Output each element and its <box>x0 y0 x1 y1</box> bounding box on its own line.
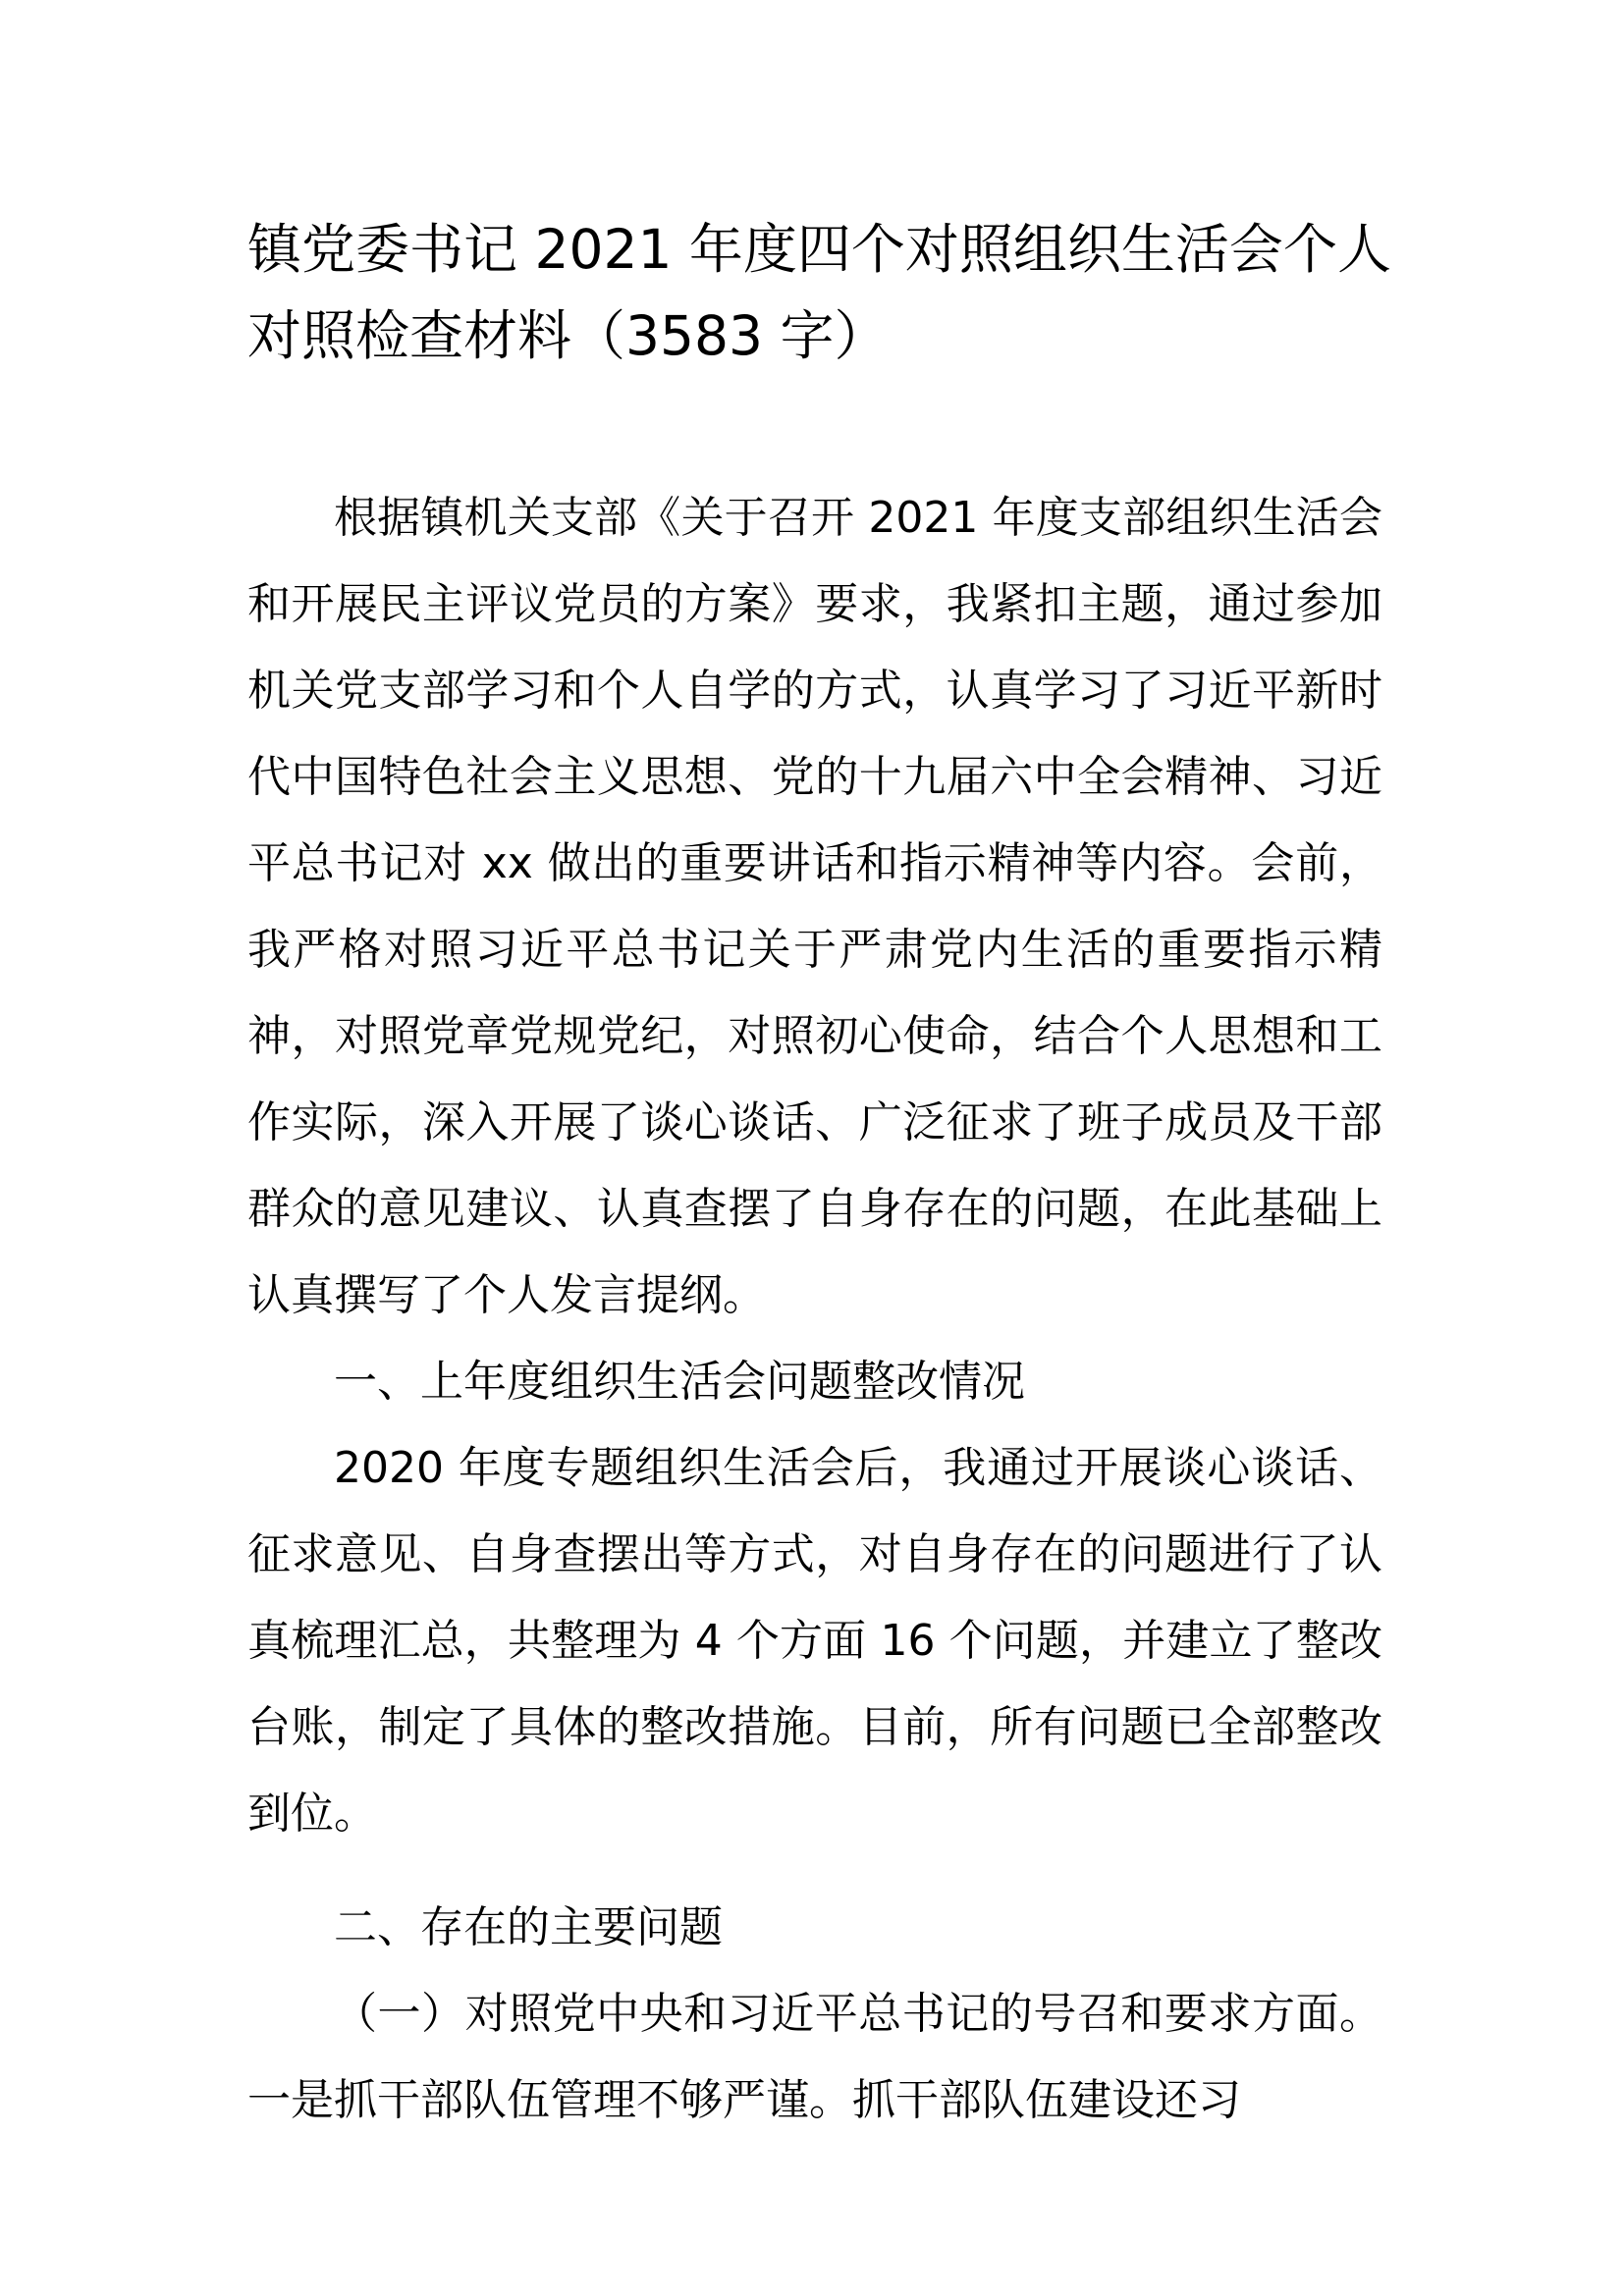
intro-paragraph: 根据镇机关支部《关于召开 2021 年度支部组织生活会和开展民主评议党员的方案》要求，我紧扣主题，通过参加机关党支部学习和个人自学的方式，认真学习了习近平新时代中国特色社会主义思想、党的十九届六中全会精神、习近平总书记对 xx 做出的重要讲话和指示精神等内容。会前，我严格对照习近平总书记关于严肃党内生活的重要指示精神，对照党章党规党纪，对照初心使命，结合个人思想和工作实际，深入开展了谈心谈话、广泛征求了班子成员及干部群众的意见建议、认真查摆了自身存在的问题，在此基础上认真撰写了个人发言提纲。 <box>247 493 1382 1320</box>
section-2-paragraph: （一）对照党中央和习近平总书记的号召和要求方面。一是抓干部队伍管理不够严谨。抓干部队伍建设还习 <box>247 1989 1382 2125</box>
section-1-paragraph: 2020 年度专题组织生活会后，我通过开展谈心谈话、征求意见、自身查摆出等方式，对自身存在的问题进行了认真梳理汇总，共整理为 4 个方面 16 个问题，并建立了整改台账，制定了具体的整改措施。目前，所有问题已全部整改到位。 <box>247 1443 1382 1839</box>
document-body <box>247 475 1382 2144</box>
document-title: 镇党委书记 2021 年度四个对照组织生活会个人对照检查材料（3583 字） <box>247 218 1391 367</box>
section-heading-2: 二、存在的主要问题 <box>334 1902 723 1952</box>
paragraph-spacer <box>247 1857 1382 1885</box>
section-heading-1: 一、上年度组织生活会问题整改情况 <box>334 1357 1025 1407</box>
